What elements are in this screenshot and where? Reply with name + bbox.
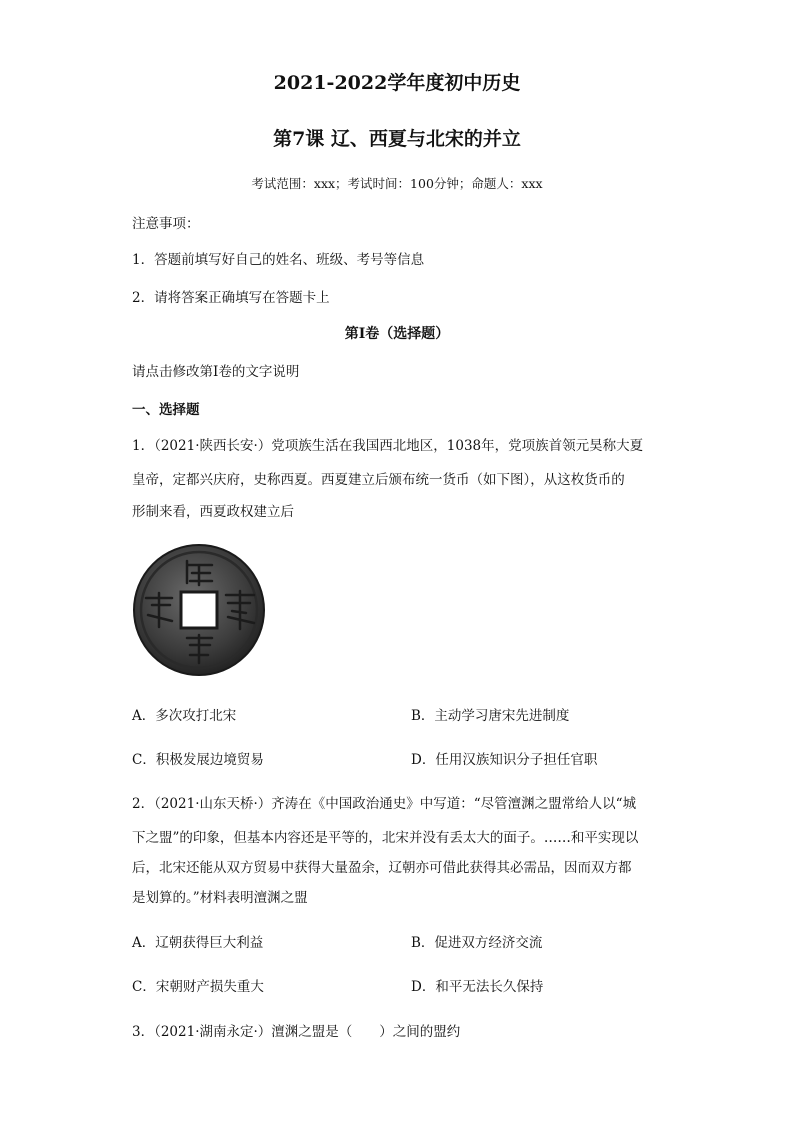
- volume-title: 第I卷（选择题）: [344, 326, 450, 342]
- notice-item: 1．答题前填写好自己的姓名、班级、考号等信息: [132, 252, 425, 268]
- question-2-line: 是划算的。”材料表明澶渊之盟: [132, 890, 308, 906]
- question-1-option-b[interactable]: B．主动学习唐宋先进制度: [411, 708, 570, 724]
- notice-heading: 注意事项：: [132, 216, 200, 232]
- question-1-line: 1．（2021·陕西长安·）党项族生活在我国西北地区，1038年，党项族首领元昊称大夏: [132, 438, 644, 454]
- question-2-option-a[interactable]: A．辽朝获得巨大利益: [132, 935, 264, 951]
- exam-info: 考试范围：xxx；考试时间：100分钟；命题人：xxx: [251, 176, 543, 191]
- question-1-line: 皇帝，定都兴庆府，史称西夏。西夏建立后颁布统一货币（如下图），从这枚货币的: [132, 472, 625, 488]
- question-2-line: 下之盟”的印象，但基本内容还是平等的，北宋并没有丢太大的面子。……和平实现以: [132, 830, 639, 846]
- volume-edit-hint[interactable]: 请点击修改第I卷的文字说明: [132, 364, 300, 380]
- question-1-line: 形制来看，西夏政权建立后: [132, 504, 294, 520]
- question-1-option-d[interactable]: D．任用汉族知识分子担任官职: [411, 752, 598, 768]
- coin-image: [132, 543, 267, 678]
- question-2-option-b[interactable]: B．促进双方经济交流: [411, 935, 543, 951]
- question-2-option-c[interactable]: C．宋朝财产损失重大: [132, 979, 264, 995]
- section-title: 一、选择题: [132, 402, 200, 418]
- question-2-line: 2．（2021·山东天桥·）齐涛在《中国政治通史》中写道：“尽管澶渊之盟常给人以“城: [132, 796, 637, 812]
- lesson-title: 第7课 辽、西夏与北宋的并立: [273, 128, 521, 150]
- question-3-line: 3．（2021·湖南永定·）澶渊之盟是（ ）之间的盟约: [132, 1024, 461, 1040]
- document-title: 2021-2022学年度初中历史: [273, 72, 521, 94]
- question-2-line: 后，北宋还能从双方贸易中获得大量盈余，辽朝亦可借此获得其必需品，因而双方都: [132, 860, 632, 876]
- question-1-option-a[interactable]: A．多次攻打北宋: [132, 708, 237, 724]
- question-2-option-d[interactable]: D．和平无法长久保持: [411, 979, 544, 995]
- notice-item: 2．请将答案正确填写在答题卡上: [132, 290, 330, 306]
- question-1-option-c[interactable]: C．积极发展边境贸易: [132, 752, 264, 768]
